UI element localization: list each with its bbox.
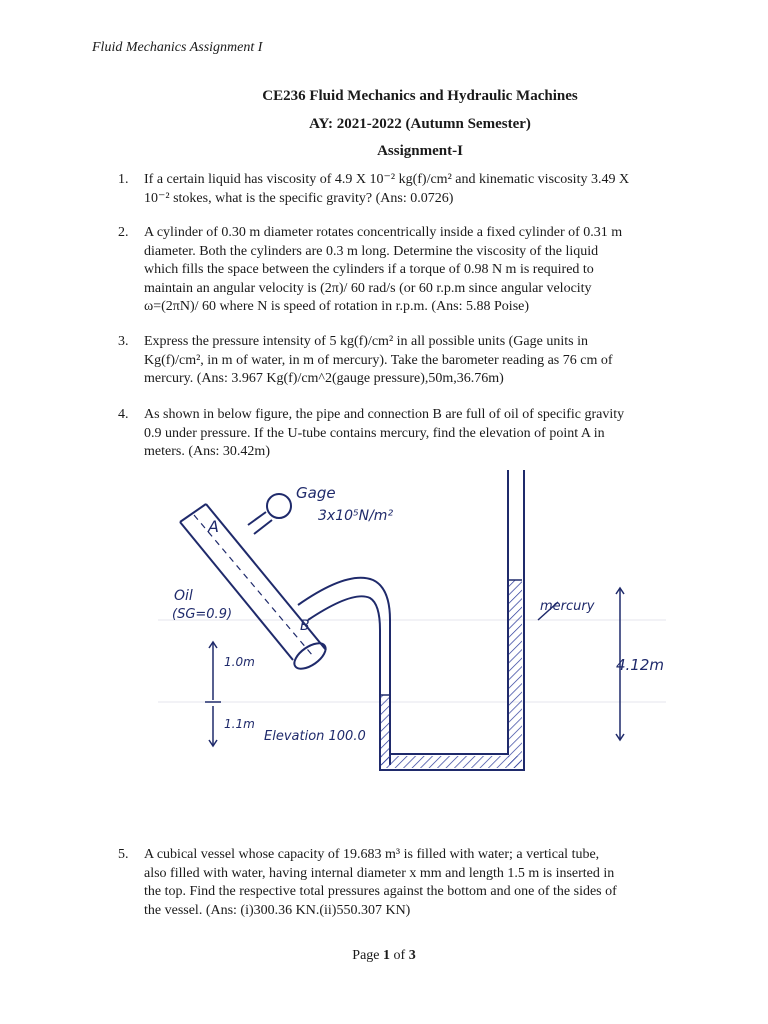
point-a-label: A — [208, 517, 219, 536]
page-prefix: Page — [352, 948, 384, 963]
question-line: If a certain liquid has viscosity of 4.9 X 10⁻² kg(f)/cm² and kinematic viscosity 3.49 X — [144, 172, 630, 187]
question-line: A cylinder of 0.30 m diameter rotates concentrically inside a fixed cylinder of 0.31 m — [144, 225, 623, 240]
height-label: 4.12m — [616, 656, 665, 674]
question-line: As shown in below figure, the pipe and connection B are full of oil of specific gravity — [144, 407, 625, 422]
page-number: 1 — [383, 948, 391, 963]
gage-value: 3x10⁵N/m² — [318, 508, 394, 524]
page-footer — [0, 948, 768, 964]
gage-label: Gage — [296, 484, 336, 502]
question-line: 10⁻² stokes, what is the specific gravity? (Ans: 0.0726) — [144, 190, 454, 206]
oil-sg-label: (SG=0.9) — [172, 607, 233, 622]
question-number: 3. — [118, 334, 129, 349]
question-line: also filled with water, having internal diameter x mm and length 1.5 m is inserted in — [144, 865, 615, 881]
point-b-label: B — [300, 618, 310, 634]
page-total: 3 — [408, 948, 416, 963]
question-line: diameter. Both the cylinders are 0.3 m long. Determine the viscosity of the liquid — [144, 243, 599, 259]
question-number: 1. — [118, 172, 129, 187]
question-line: maintain an angular velocity is (2π)/ 60 rad/s (or 60 r.p.m since angular velocity — [144, 280, 592, 296]
question-line: mercury. (Ans: 3.967 Kg(f)/cm^2(gauge pressure),50m,36.76m) — [144, 371, 504, 387]
question-number: 2. — [118, 225, 129, 240]
dimension-1-1m: 1.1m — [224, 717, 255, 731]
question-line: 0.9 under pressure. If the U-tube contains mercury, find the elevation of point A in — [144, 425, 605, 441]
question-line: A cubical vessel whose capacity of 19.683 m³ is filled with water; a vertical tube, — [144, 847, 600, 862]
academic-year: AY: 2021-2022 (Autumn Semester) — [309, 116, 531, 132]
running-header: Fluid Mechanics Assignment I — [92, 40, 263, 55]
question-line: the vessel. (Ans: (i)300.36 KN.(ii)550.307 KN) — [144, 902, 411, 918]
question-line: the top. Find the respective total pressures against the bottom and one of the sides of — [144, 884, 617, 900]
question-line: meters. (Ans: 30.42m) — [144, 444, 270, 460]
question-line: which fills the space between the cylinders if a torque of 0.98 N m is required to — [144, 262, 594, 278]
oil-label: Oil — [174, 588, 193, 604]
question-line: ω=(2πN)/ 60 where N is speed of rotation in r.p.m. (Ans: 5.88 Poise) — [144, 299, 530, 315]
gage — [248, 494, 291, 534]
question-line: Kg(f)/cm², in m of water, in m of mercury). Take the barometer reading as 76 cm of — [144, 352, 613, 368]
question-line: Express the pressure intensity of 5 kg(f)/cm² in all possible units (Gage units in — [144, 334, 588, 349]
question-number: 5. — [118, 847, 129, 862]
inclined-pipe — [180, 504, 330, 674]
elevation-label: Elevation 100.0 — [264, 729, 366, 744]
dimension-1m: 1.0m — [224, 655, 255, 669]
course-title: CE236 Fluid Mechanics and Hydraulic Machines — [262, 88, 578, 104]
page-middle: of — [390, 948, 409, 963]
assignment-title: Assignment-I — [377, 143, 463, 159]
manometer-figure — [158, 470, 666, 782]
question-number: 4. — [118, 407, 129, 422]
mercury-label: mercury — [540, 599, 595, 614]
